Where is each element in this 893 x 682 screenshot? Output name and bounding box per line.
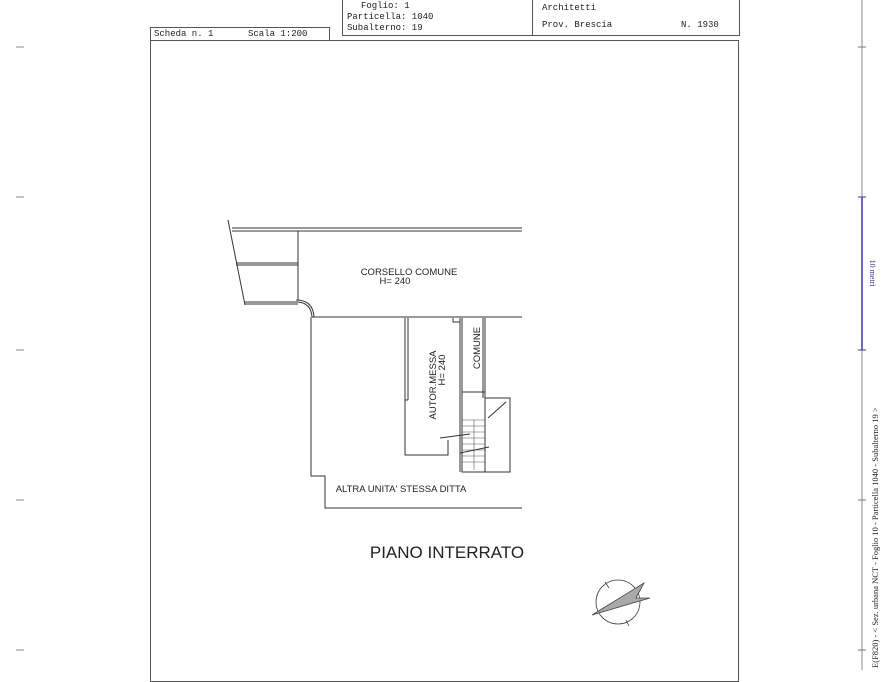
particella-text: Particella: 1040: [347, 12, 434, 22]
left-ticks: [16, 47, 24, 650]
corsello-label: CORSELLO COMUNE: [360, 267, 458, 278]
north-arrow-icon: [592, 580, 650, 626]
studio-text: Architetti: [542, 3, 597, 13]
corsello-height: H= 240: [379, 276, 411, 287]
foglio-text: Foglio: 1: [361, 1, 410, 11]
reference-text: E(F820) - < Sez. urbana NCT - Foglio 10 - Particella 1040 - Subalterno 19 >: [870, 407, 880, 668]
numero-text: N. 1930: [681, 20, 719, 30]
floor-title: PIANO INTERRATO: [369, 543, 525, 562]
scheda-label: Scheda n. 1: [154, 29, 214, 39]
autor-label: AUTOR.MESSA: [428, 350, 439, 420]
right-margin: [858, 0, 866, 670]
subalterno-text: Subalterno: 19: [347, 23, 423, 33]
comune-label: COMUNE: [472, 326, 483, 370]
provincia-text: Prov. Brescia: [542, 20, 613, 30]
altra-label: ALTRA UNITA' STESSA DITTA: [335, 484, 467, 495]
scala-label: Scala 1:200: [248, 29, 308, 39]
autor-height: H= 240: [437, 354, 448, 386]
scale-bar-label: 10 metri: [868, 259, 877, 287]
